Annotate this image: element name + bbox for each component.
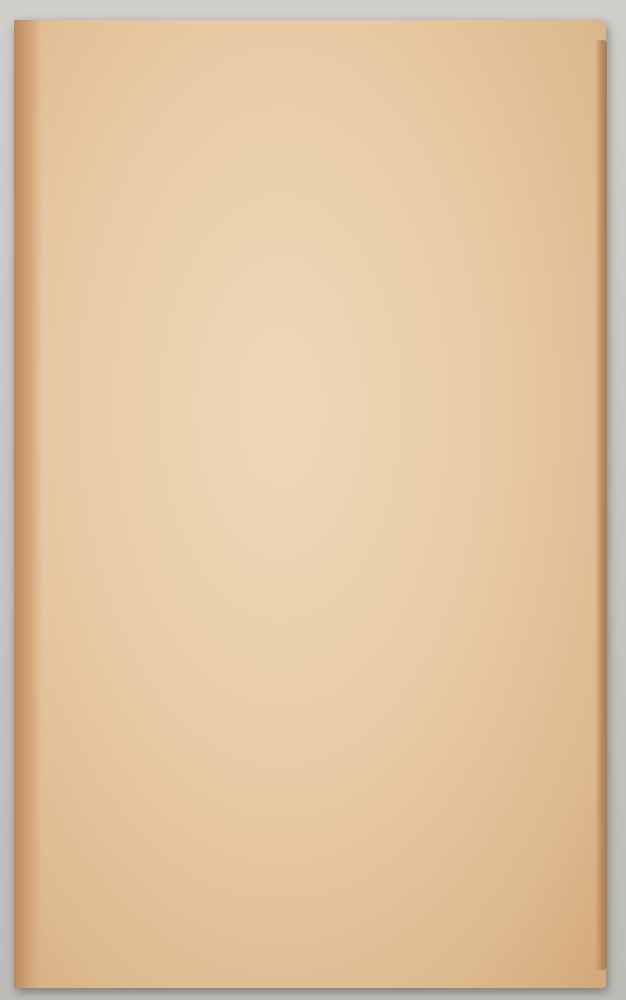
text-line bbox=[98, 645, 500, 671]
text-line bbox=[98, 774, 500, 800]
text-line bbox=[98, 568, 500, 594]
text-line bbox=[98, 620, 500, 646]
text-line bbox=[98, 749, 500, 775]
text-line bbox=[98, 671, 500, 697]
page-fore-edge bbox=[595, 40, 607, 970]
text-line bbox=[98, 723, 500, 749]
text-line bbox=[98, 697, 500, 723]
paragraph-bottom bbox=[98, 568, 500, 852]
page-gutter-shadow bbox=[14, 20, 42, 988]
text-line bbox=[98, 800, 500, 826]
text-line bbox=[98, 594, 500, 620]
text-line bbox=[98, 826, 500, 852]
